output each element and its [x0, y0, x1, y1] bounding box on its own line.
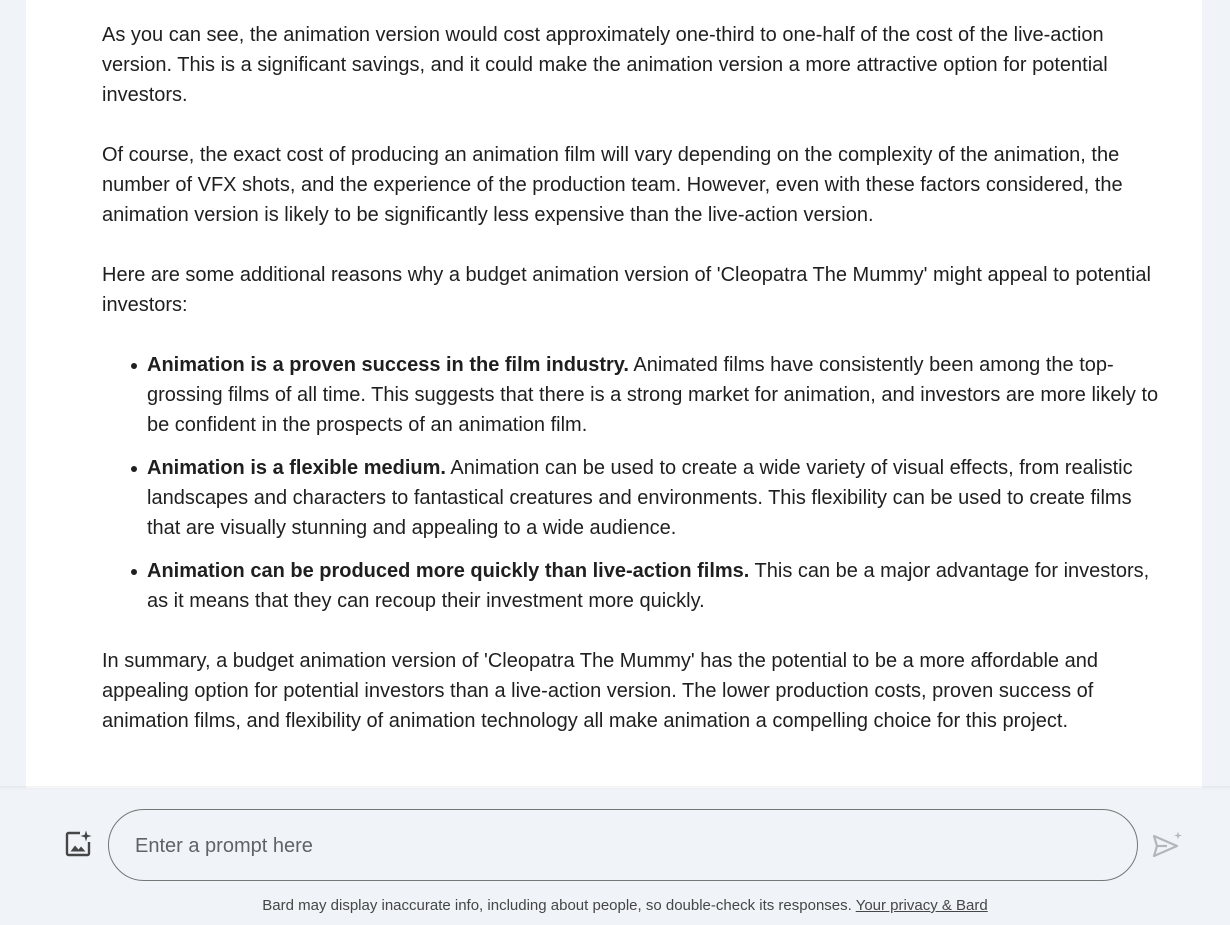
- bullet-dot: [131, 363, 137, 369]
- prompt-bar: [0, 808, 1230, 882]
- prompt-input-container[interactable]: [108, 809, 1138, 881]
- response-paragraph: As you can see, the animation version would cost approximately one-third to one-half of the cost of the live-action version. This is a significant savings, and it could make the animation version a more attractive option for potential investors.: [102, 24, 1108, 106]
- response-paragraph: In summary, a budget animation version of 'Cleopatra The Mummy' has the potential to be a more affordable and appealing option for potential investors than a live-action version. The lower production costs, proven success of animation films, and flexibility of animation technology all make animation a compelling choice for this project.: [102, 650, 1098, 732]
- response-paragraph: Of course, the exact cost of producing an animation film will vary depending on the complexity of the animation, the number of VFX shots, and the experience of the production team. However, even with these factors considered, the animation version is likely to be significantly less expensive than the live-action version.: [102, 144, 1123, 226]
- upload-image-button[interactable]: [62, 828, 94, 860]
- response-card: [26, 0, 1202, 788]
- response-paragraph: Here are some additional reasons why a budget animation version of 'Cleopatra The Mummy' might appeal to potential investors:: [102, 264, 1151, 316]
- list-item-heading: Animation is a flexible medium.: [147, 457, 446, 479]
- send-icon: [1150, 830, 1184, 860]
- list-item: [147, 453, 1162, 543]
- list-item-heading: Animation can be produced more quickly than live-action films.: [147, 560, 750, 582]
- list-item: [147, 350, 1162, 440]
- disclaimer: [0, 896, 1230, 916]
- privacy-link[interactable]: Your privacy & Bard: [855, 897, 988, 914]
- bullet-dot: [131, 569, 137, 575]
- send-button[interactable]: [1150, 830, 1184, 860]
- bullet-dot: [131, 466, 137, 472]
- list-item: [147, 556, 1162, 616]
- prompt-input[interactable]: [133, 810, 1097, 882]
- list-item-text: Animation can be used to create a wide variety of visual effects, from realistic landscapes and characters to fantastical creatures and environments. This flexibility can be used to create films that are visually stunning and appealing to a wide audience.: [147, 457, 1133, 539]
- disclaimer-text: Bard may display inaccurate info, including about people, so double-check its responses.: [262, 897, 852, 914]
- list-item-text: Animated films have consistently been among the top-grossing films of all time. This suggests that there is a strong market for animation, and investors are more likely to be confident in the prospects of an animation film.: [147, 354, 1159, 436]
- divider: [0, 786, 1230, 790]
- list-item-text: This can be a major advantage for investors, as it means that they can recoup their investment more quickly.: [147, 560, 1150, 612]
- list-item-heading: Animation is a proven success in the film industry.: [147, 354, 629, 376]
- reasons-list: [102, 350, 1162, 616]
- image-upload-icon: [62, 828, 94, 860]
